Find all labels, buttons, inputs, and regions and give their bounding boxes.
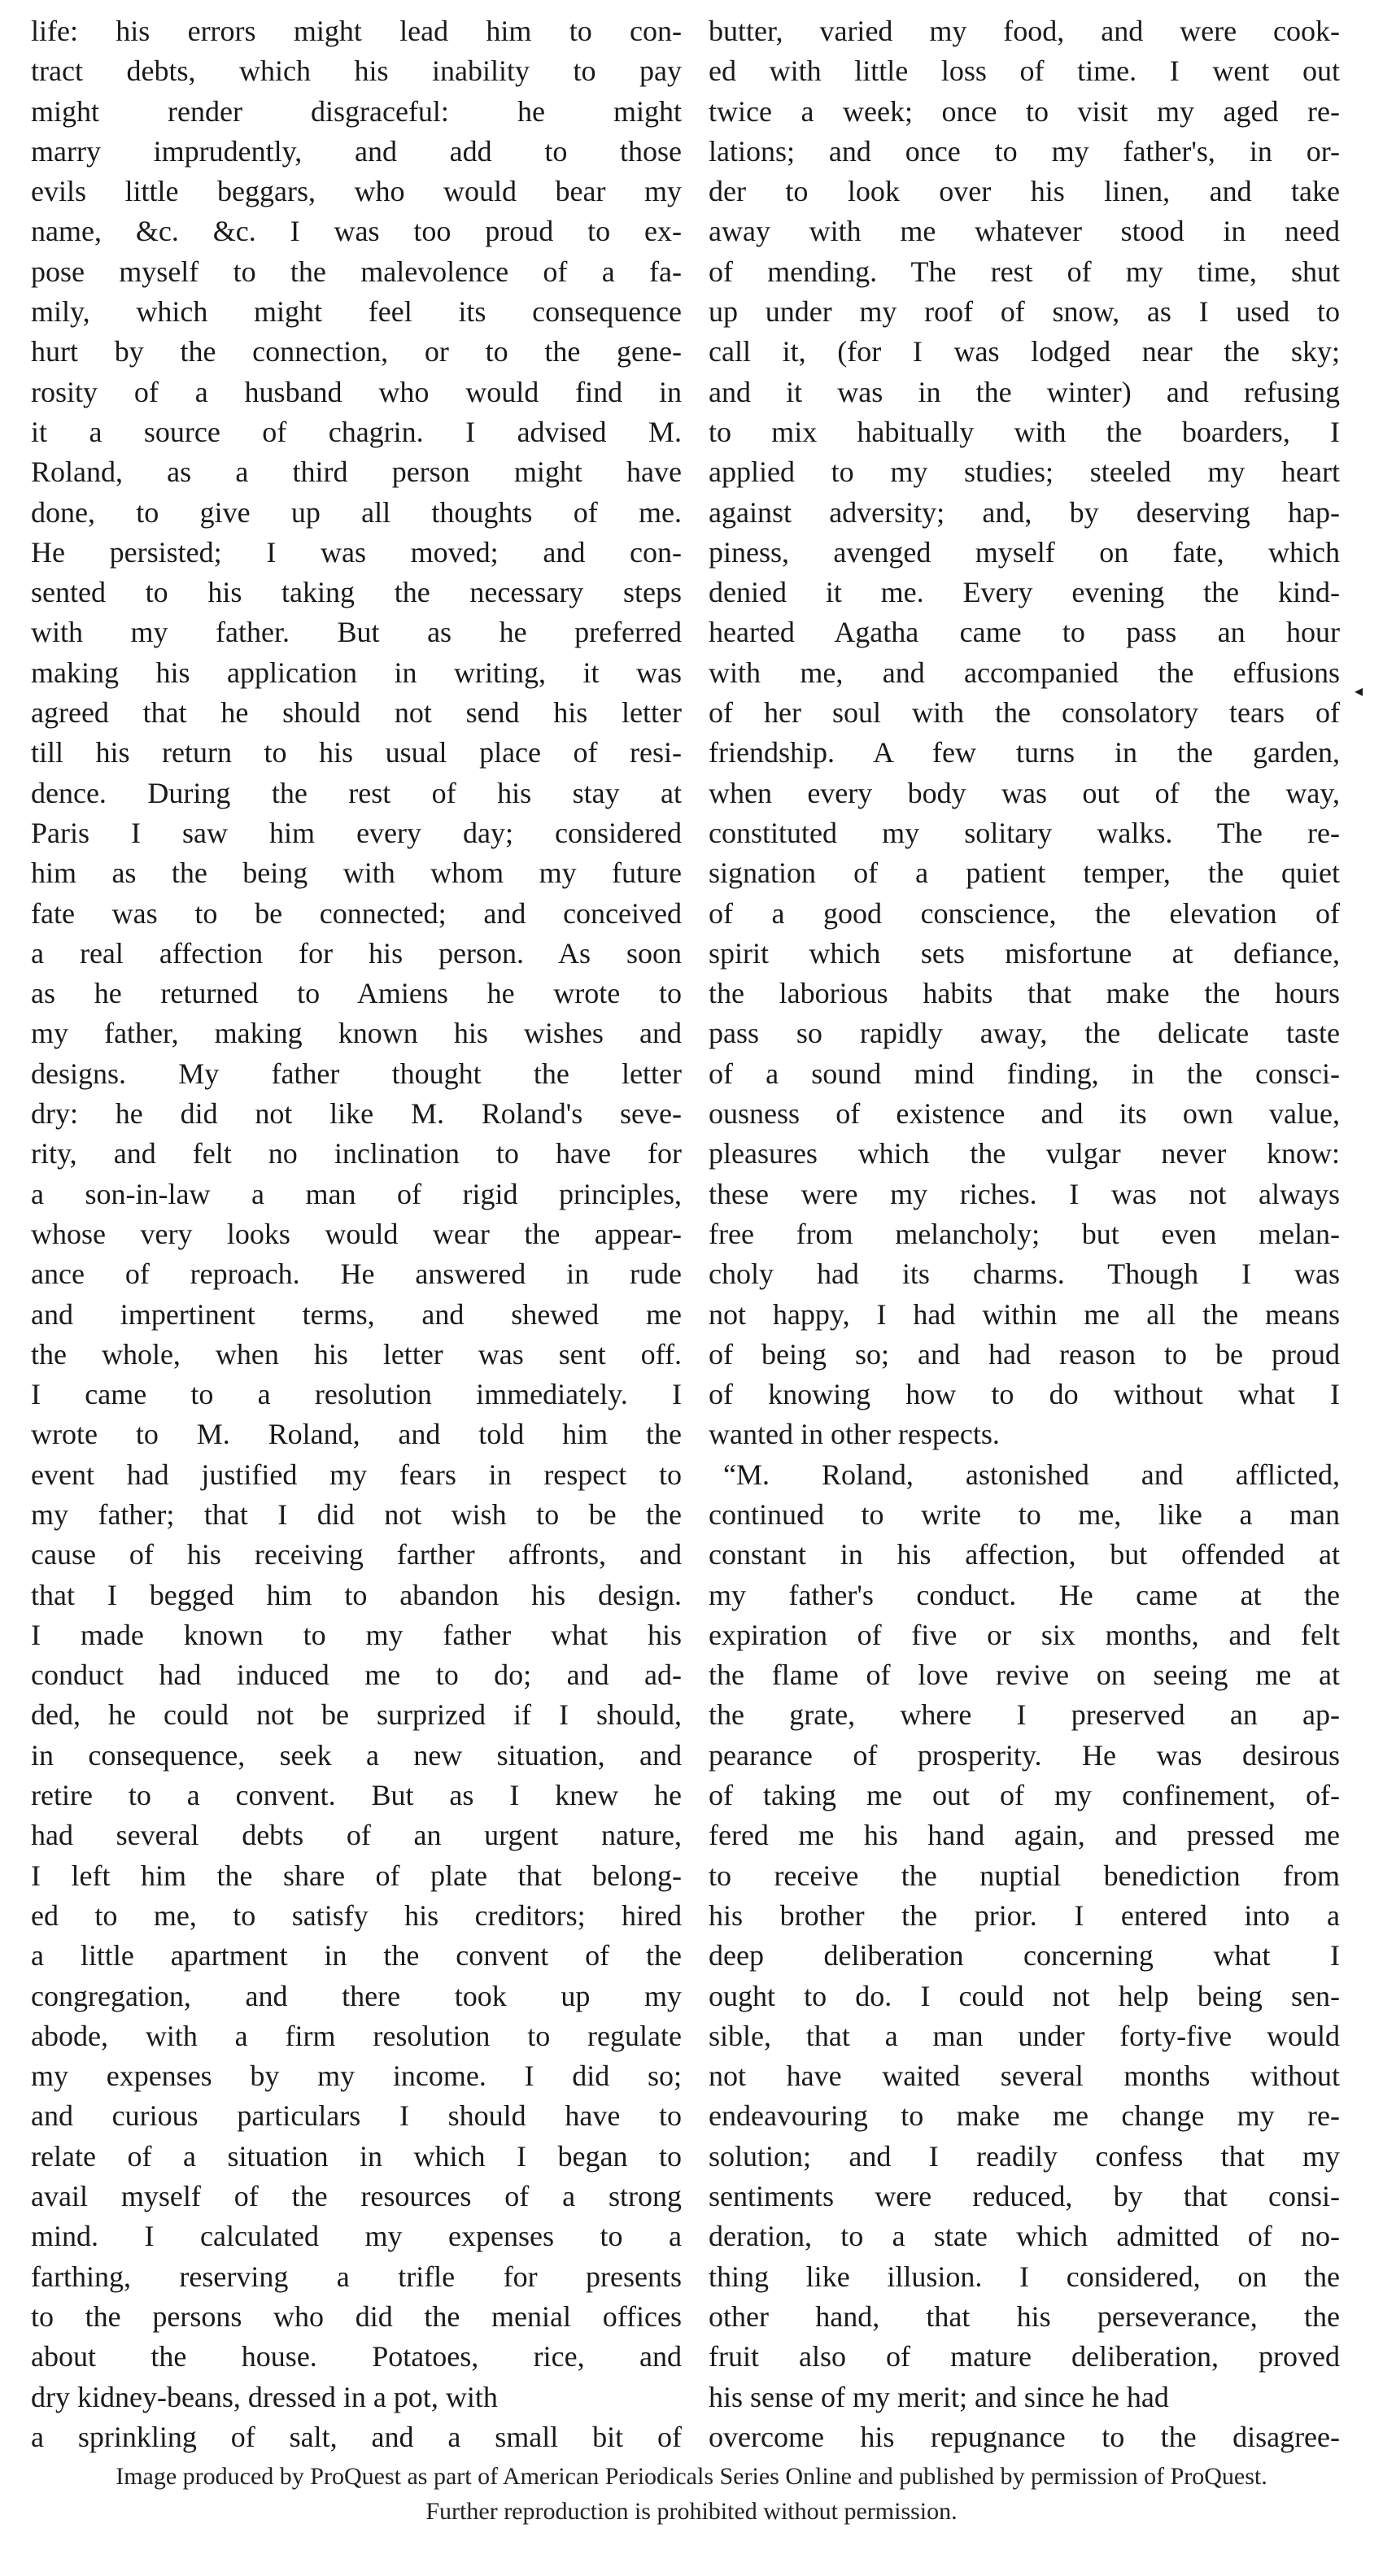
text-line: of her soul with the consolatory tears of [709,696,1340,730]
text-line: of a sound mind finding, in the consci- [709,1057,1340,1090]
text-line: solution; and I readily confess that my [709,2139,1340,2173]
right-text-column [709,11,1340,2457]
text-line: and curious particulars I should have to [31,2099,682,2133]
text-line: rity, and felt no inclination to have for [31,1137,682,1170]
text-line: and it was in the winter) and refusing [709,375,1340,408]
text-line: not have waited several months without [709,2059,1340,2093]
text-line: der to look over his linen, and take [709,175,1340,208]
text-line: not happy, I had within me all the means [709,1297,1340,1331]
text-line: mind. I calculated my expenses to a [31,2220,682,2253]
text-line: wanted in other respects. [709,1418,1000,1451]
text-line: my father, making known his wishes and [31,1017,682,1050]
text-line: signation of a patient temper, the quiet [709,856,1340,890]
text-line: “M. Roland, astonished and afflicted, [723,1458,1340,1491]
text-line: of a good conscience, the elevation of [709,896,1340,930]
text-line: choly had its charms. Though I was [709,1257,1340,1291]
text-line: dence. During the rest of his stay at [31,776,682,809]
footer-line-2: Further reproduction is prohibited without permission. [425,2498,958,2525]
footer-line-1: Image produced by ProQuest as part of American Periodicals Series Online and published by permission of ProQuest. [116,2463,1267,2490]
text-line: till his return to his usual place of resi- [31,736,682,769]
text-line: overcome his repugnance to the disagree- [709,2420,1340,2453]
text-line: to the persons who did the menial offices [31,2299,682,2333]
text-line: twice a week; once to visit my aged re- [709,94,1340,128]
text-line: abode, with a firm resolution to regulate [31,2019,682,2052]
text-line: when every body was out of the way, [709,776,1340,809]
text-line: I came to a resolution immediately. I [31,1378,682,1411]
text-line: my expenses by my income. I did so; [31,2059,682,2093]
text-line: agreed that he should not send his letter [31,696,682,730]
text-line: mily, which might feel its consequence [31,295,682,329]
text-line: the whole, when his letter was sent off. [31,1337,682,1371]
text-line: relate of a situation in which I began to [31,2139,682,2173]
margin-arrow-icon: ◂ [1355,682,1363,700]
text-line: sible, that a man under forty-five would [709,2019,1340,2052]
text-line: tract debts, which his inability to pay [31,54,682,88]
text-line: a little apartment in the convent of the [31,1939,682,1972]
text-line: avail myself of the resources of a strong [31,2180,682,2213]
text-line: dry kidney-beans, dressed in a pot, with [31,2380,498,2413]
permission-footer [0,2459,1383,2529]
text-line: ance of reproach. He answered in rude [31,1257,682,1291]
text-line: ded, he could not be surprized if I should, [31,1698,682,1732]
text-line: hurt by the connection, or to the gene- [31,335,682,368]
text-line: applied to my studies; steeled my heart [709,455,1340,489]
text-line: sentiments were reduced, by that consi- [709,2180,1340,2213]
text-line: friendship. A few turns in the garden, [709,736,1340,769]
text-line: farthing, reserving a trifle for presents [31,2260,682,2293]
text-line: deration, to a state which admitted of no- [709,2220,1340,2253]
text-line: pleasures which the vulgar never know: [709,1137,1340,1170]
text-line: rosity of a husband who would find in [31,375,682,408]
text-line: congregation, and there took up my [31,1979,682,2012]
text-line: with my father. But as he preferred [31,616,682,649]
text-line: up under my roof of snow, as I used to [709,295,1340,329]
text-line: him as the being with whom my future [31,856,682,890]
text-line: piness, avenged myself on fate, which [709,535,1340,569]
text-line: evils little beggars, who would bear my [31,175,682,208]
text-line: and impertinent terms, and shewed me [31,1297,682,1331]
text-line: fate was to be connected; and conceived [31,896,682,930]
text-line: a son-in-law a man of rigid principles, [31,1177,682,1210]
text-line: cause of his receiving farther affronts, and [31,1538,682,1571]
text-line: sented to his taking the necessary steps [31,576,682,609]
text-line: fered me his hand again, and pressed me [709,1819,1340,1852]
text-line: spirit which sets misfortune at defiance, [709,936,1340,970]
text-line: that I begged him to abandon his design. [31,1578,682,1611]
text-line: call it, (for I was lodged near the sky; [709,335,1340,368]
text-line: might render disgraceful: he might [31,94,682,128]
text-line: ousness of existence and its own value, [709,1097,1340,1131]
text-line: butter, varied my food, and were cook- [709,15,1340,47]
text-line: He persisted; I was moved; and con- [31,535,682,569]
text-line: the flame of love revive on seeing me at [709,1658,1340,1692]
text-line: of taking me out of my confinement, of- [709,1779,1340,1812]
text-line: whose very looks would wear the appear- [31,1217,682,1250]
text-line: conduct had induced me to do; and ad- [31,1658,682,1692]
text-line: constant in his affection, but offended at [709,1538,1340,1571]
text-line: with me, and accompanied the effusions [709,656,1340,689]
text-line: it a source of chagrin. I advised M. [31,415,682,448]
text-line: of mending. The rest of my time, shut [709,255,1340,288]
text-line: thing like illusion. I considered, on the [709,2260,1340,2293]
text-line: a sprinkling of salt, and a small bit of [31,2420,682,2453]
text-line: hearted Agatha came to pass an hour [709,616,1340,649]
text-line: ought to do. I could not help being sen- [709,1979,1340,2012]
text-line: free from melancholy; but even melan- [709,1217,1340,1250]
text-line: denied it me. Every evening the kind- [709,576,1340,609]
text-line: marry imprudently, and add to those [31,134,682,168]
left-text-column [31,11,682,2457]
text-line: as he returned to Amiens he wrote to [31,977,682,1010]
text-line: lations; and once to my father's, in or- [709,134,1340,168]
text-line: a real affection for his person. As soon [31,936,682,970]
text-line: name, &c. &c. I was too proud to ex- [31,215,682,248]
text-line: pearance of prosperity. He was desirous [709,1738,1340,1772]
text-line: expiration of five or six months, and felt [709,1618,1340,1651]
text-line: other hand, that his perseverance, the [709,2299,1340,2333]
text-line: the grate, where I preserved an ap- [709,1698,1340,1732]
text-line: his sense of my merit; and since he had [709,2380,1169,2413]
text-line: away with me whatever stood in need [709,215,1340,248]
text-line: designs. My father thought the letter [31,1057,682,1090]
text-line: dry: he did not like M. Roland's seve- [31,1097,682,1131]
text-line: these were my riches. I was not always [709,1177,1340,1210]
text-line: to receive the nuptial benediction from [709,1859,1340,1892]
text-line: fruit also of mature deliberation, proved [709,2340,1340,2373]
text-line: my father's conduct. He came at the [709,1578,1340,1611]
text-line: ed with little loss of time. I went out [709,54,1340,88]
text-line: retire to a convent. But as I knew he [31,1779,682,1812]
text-line: the laborious habits that make the hours [709,977,1340,1010]
text-line: my father; that I did not wish to be the [31,1497,682,1531]
text-line: I left him the share of plate that belong- [31,1859,682,1892]
text-line: of knowing how to do without what I [709,1378,1340,1411]
text-line: continued to write to me, like a man [709,1497,1340,1531]
text-line: in consequence, seek a new situation, and [31,1738,682,1772]
text-line: deep deliberation concerning what I [709,1939,1340,1972]
text-line: Paris I saw him every day; considered [31,816,682,849]
text-line: wrote to M. Roland, and told him the [31,1418,682,1451]
text-line: to mix habitually with the boarders, I [709,415,1340,448]
text-line: making his application in writing, it was [31,656,682,689]
text-line: about the house. Potatoes, rice, and [31,2340,682,2373]
text-line: ed to me, to satisfy his creditors; hired [31,1898,682,1932]
text-line: had several debts of an urgent nature, [31,1819,682,1852]
text-line: Roland, as a third person might have [31,455,682,489]
text-line: constituted my solitary walks. The re- [709,816,1340,849]
text-line: endeavouring to make me change my re- [709,2099,1340,2133]
text-line: life: his errors might lead him to con- [31,15,682,47]
text-line: event had justified my fears in respect to [31,1458,682,1491]
text-line: against adversity; and, by deserving hap- [709,495,1340,529]
text-line: done, to give up all thoughts of me. [31,495,682,529]
text-line: his brother the prior. I entered into a [709,1898,1340,1932]
text-line: pose myself to the malevolence of a fa- [31,255,682,288]
text-line: of being so; and had reason to be proud [709,1337,1340,1371]
text-line: I made known to my father what his [31,1618,682,1651]
text-line: pass so rapidly away, the delicate taste [709,1017,1340,1050]
